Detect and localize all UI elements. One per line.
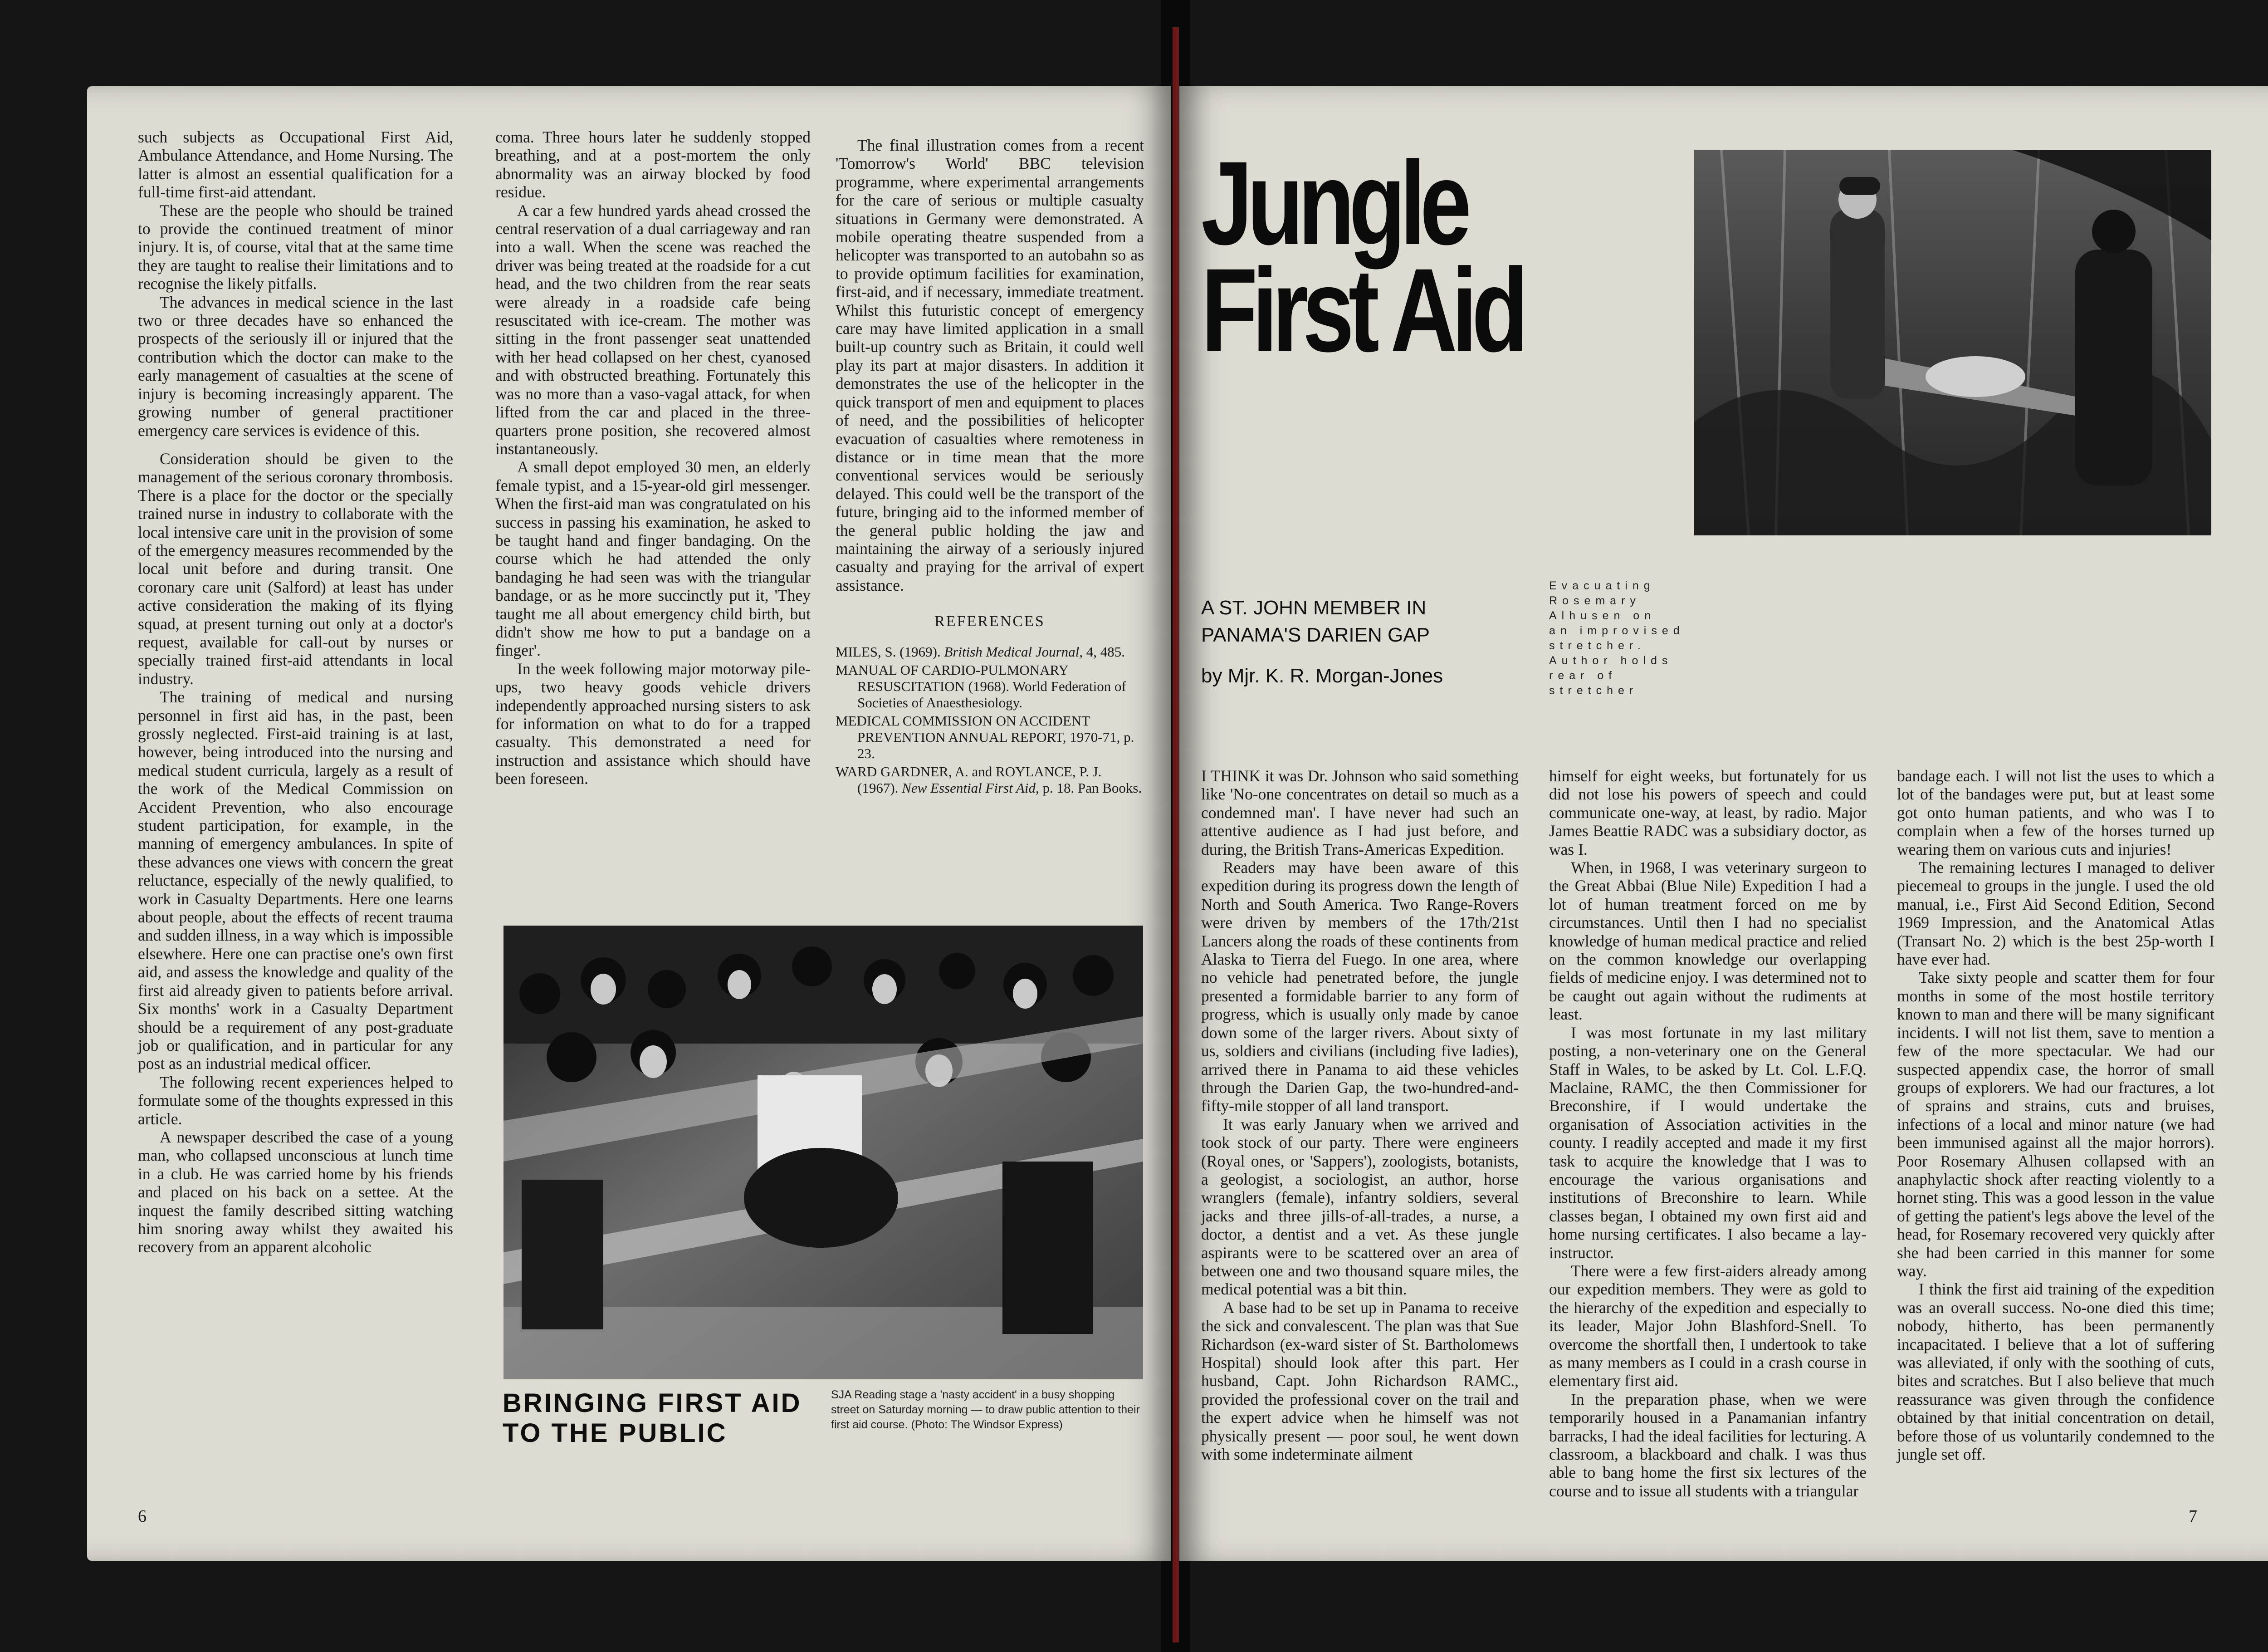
paragraph: In the week following major motorway pile-ups, two heavy goods vehicle drivers independently approached nursing sisters to ask for information on what to do for a trapped casualty. This demonstrated a need for instruction and assistance which should have been foreseen. (495, 659, 811, 788)
references-heading: REFERENCES (934, 613, 1045, 630)
reference-item: MANUAL OF CARDIO-PULMONARY RESUSCITATION (1968). World Federation of Societies of Anaesthesiology. (836, 662, 1126, 711)
page-number: 7 (2189, 1507, 2197, 1526)
paragraph: bandage each. I will not list the uses to which a lot of the bandages were put, but at least some got onto human patients, and who was I to complain when a few of the horses turned up wearing them on various cuts and injuries! (1897, 767, 2214, 858)
paragraph: himself for eight weeks, but fortunately for us did not lose his powers of speech and could communicate one-way, at least, by radio. Major James Beattie RADC was a subsidiary doctor, as was I. (1549, 767, 1867, 858)
street-accident-photo (503, 926, 1143, 1379)
paragraph: In the preparation phase, when we were temporarily housed in a Panamanian infantry barracks, I had the ideal facilities for lecturing. A classroom, a blackboard and chalk. I was thus able to bang home the first six lectures of the course and to issue all students with a triangular (1549, 1390, 1867, 1500)
reference-item: MEDICAL COMMISSION ON ACCIDENT PREVENTION ANNUAL REPORT, 1970-71, p. 23. (836, 712, 1134, 761)
paragraph: A car a few hundred yards ahead crossed the central reservation of a dual carriageway and ran into a wall. When the scene was reached the driver was being treated at the roadside for a cut head, and the two children from the rear seats were already in a roadside cafe being resuscitated with ice-cream. The mother was sitting in the front passenger seat unattended with her head collapsed on her chest, cyanosed and with obstructed breathing. Fortunately this was no more than a vaso-vagal attack, for when lifted from the car and placed in the three-quarters prone position, she recovered almost instantaneously. (495, 201, 811, 458)
photo-caption: SJA Reading stage a 'nasty accident' in a busy shopping street on Saturday morning — to draw public attention to their first aid course. (Photo: The Windsor Express) (831, 1388, 1140, 1431)
left-column-1 (138, 128, 453, 1256)
paragraph: It was early January when we arrived and took stock of our party. There were engineers (Royal ones, or 'Sappers'), zoologists, botanists, a geologist, a sociologist, an author, horse wranglers (female), infantry soldiers, several jacks and three jills-of-all-trades, a nurse, a doctor, a dentist and a vet. As these jungle aspirants were to be scattered over an area of between one and two thousand square miles, the medical potential was a bit thin. (1201, 1115, 1519, 1299)
paragraph: The following recent experiences helped to formulate some of the thoughts expressed in this article. (138, 1073, 453, 1128)
right-column-1 (1201, 767, 1519, 1463)
paragraph: The final illustration comes from a recent 'Tomorrow's World' BBC television programme, where experimental arrangements for the care of serious or multiple casualty situations in Germany were demonstrated. A mobile operating theatre suspended from a helicopter was transported to an autobahn so as to provide optimum facilities for examination, first-aid, and if necessary, immediate treatment. Whilst this futuristic concept of emergency care may have limited application in a small built-up country such as Britain, it could well play its part at major disasters. In addition it demonstrates the use of the helicopter in the quick transport of men and equipment to places of need, and the possibilities of helicopter evacuation of casualties where remoteness in distance or in time mean that the more conventional services would be seriously delayed. This could well be the transport of the future, bringing aid to the informed member of the general public holding the jaw and maintaining the airway of a seriously injured casualty and praying for the arrival of expert assistance. (836, 136, 1144, 594)
byline: by Mjr. K. R. Morgan-Jones (1201, 665, 1443, 687)
paragraph: A base had to be set up in Panama to receive the sick and convalescent. The plan was that Sue Richardson (ex-ward sister of St. Bartholomews Hospital) should look after this part. Her husband, Capt. John Richardson RAMC., provided the professional cover on the trail and the expert advice when he himself was not physically present — poor soul, he went down with some indeterminate ailment (1201, 1298, 1519, 1464)
binding-edge (1173, 27, 1179, 1642)
article-banner-title: BRINGING FIRST AID TO THE PUBLIC (503, 1388, 802, 1448)
page-number: 6 (138, 1507, 147, 1526)
paragraph: The remaining lectures I managed to deliver piecemeal to groups in the jungle. I used the old manual, i.e., First Aid Second Edition, Second 1969 Impression, and the Anatomical Atlas (Transart No. 2) which is the best 25p-worth I have ever had. (1897, 858, 2214, 969)
paragraph: A small depot employed 30 men, an elderly female typist, and a 15-year-old girl messenger. When the first-aid man was congratulated on his success in passing his examination, he asked to be taught hand and finger bandaging. On the course which he had attended the only bandaging he had seen was with the triangular bandage, or as he more succinctly put it, 'They taught me all about emergency child birth, but didn't show me how to put a bandage on a finger'. (495, 458, 811, 660)
left-column-3 (836, 136, 1144, 798)
reference-item: WARD GARDNER, A. and ROYLANCE, P. J. (1967). New Essential First Aid, p. 18. Pan Books. (836, 763, 1142, 796)
paragraph: A newspaper described the case of a young man, who collapsed unconscious at lunch time in a club. He was carried home by his friends and placed on his back on a settee. At the inquest the family described sitting watching him snoring away whilst they awaited his recovery from an apparent alcoholic (138, 1127, 453, 1256)
paragraph: There were a few first-aiders already among our expedition members. They were as gold to the hierarchy of the expedition and especially to its leader, Major John Blashford-Snell. To overcome the shortfall then, I undertook to take as many members as I could in a crash course in elementary first aid. (1549, 1261, 1867, 1390)
right-column-2 (1549, 767, 1867, 1500)
paragraph: When, in 1968, I was veterinary surgeon to the Great Abbai (Blue Nile) Expedition I had a lot of human treatment forced on me by circumstances. Until then I had no specialist knowledge of human medical practice and relied on the common knowledge our overlapping fields of medicine enjoy. I was determined not to be caught out again without the rudiments at least. (1549, 858, 1867, 1024)
paragraph: Take sixty people and scatter them for four months in some of the most hostile territory known to man and there will be many significant incidents. I will not list them, save to mention a few of the more spectacular. We had our suspected appendix case, the horror of small groups of explorers. We had our fractures, a lot of sprains and strains, cuts and bruises, infections of a local and minor nature (we had been immunised against all the major horrors). Poor Rosemary Alhusen collapsed with an anaphylactic shock after reacting violently to a hornet sting. This was a good lesson in the value of getting the patient's legs above the level of the head, for Rosemary recovered very quickly after she had been carried in this manner for some way. (1897, 968, 2214, 1280)
left-column-2 (495, 128, 811, 788)
paragraph: I was most fortunate in my last military posting, a non-veterinary one on the General Staff in Wales, to be asked by Lt. Col. L.F.Q. Maclaine, RAMC, the then Commissioner for Breconshire, if I would undertake the organisation of Association activities in the county. I readily accepted and made it my first task to acquire the knowledge that I was to encourage the various organisations and institutions of Breconshire to learn. While classes began, I obtained my own first aid and home nursing certificates. I also became a lay-instructor. (1549, 1023, 1867, 1262)
reference-item: MILES, S. (1969). British Medical Journal, 4, 485. (836, 643, 1125, 660)
paragraph: Consideration should be given to the management of the serious coronary thrombosis. There is a place for the doctor or the specially trained nurse in industry to collaborate with the local intensive care unit in the provision of some of the emergency measures recommended by the local unit before and during transit. One coronary care unit (Salford) at least has under active consideration the making of its flying squad, at present turning out only at a doctor's request, available for call-out by nurses or specially trained first-aid attendants in local industry. (138, 449, 453, 688)
jungle-stretcher-photo (1694, 150, 2211, 535)
article-kicker: A ST. JOHN MEMBER IN PANAMA'S DARIEN GAP (1201, 597, 1430, 646)
right-page (1179, 86, 2268, 1561)
headline: Jungle First Aid (1201, 137, 1523, 377)
left-page (87, 86, 1171, 1561)
paragraph: I think the first aid training of the expedition was an overall success. No-one died this time; nobody, hitherto, has been permanently incapacitated. I believe that a lot of suffering was alleviated, if only with the soothing of cuts, bites and scratches. But I also believe that much reassurance was given through the confidence obtained by that initial concentration on detail, before those of us voluntarily condemned to the jungle set off. (1897, 1280, 2214, 1464)
paragraph: The training of medical and nursing personnel in first aid has, in the past, been grossly neglected. First-aid training is at last, however, being introduced into the nursing and medical student curricula, largely as a result of the work of the Medical Commission on Accident Prevention, who also encourage student participation, for example, in the manning of emergency ambulances. In spite of these advances one views with concern the great reluctance, especially of the newly qualified, to work in Casualty Departments. Here one learns about people, about the effects of recent trauma and sudden illness, in a way which is impossible elsewhere. Here one can practise one's own first aid, and assess the knowledge and quality of the first aid already given to patients before arrival. Six months' work in a Casualty Department should be a requirement of any post-graduate job or qualification, and in particular for any post as an industrial medical officer. (138, 688, 453, 1073)
right-column-3 (1897, 767, 2214, 1463)
paragraph: Readers may have been aware of this expedition during its progress down the length of North and South America. Two Range-Rovers were driven by members of the 17th/21st Lancers along the roads of these continents from Alaska to Tierra del Fuego. In one area, where no vehicle had penetrated before, the jungle presented a formidable barrier to any form of progress, which is usually only made by canoe down some of the larger rivers. About sixty of us, soldiers and civilians (including five ladies), arrived there in Panama to aid these vehicles through the Darien Gap, the two-hundred-and-fifty-mile stopper of all land transport. (1201, 858, 1519, 1115)
paragraph: These are the people who should be trained to provide the continued treatment of minor injury. It is, of course, vital that at the same time they are taught to realise their limitations and to recognise the likely pitfalls. (138, 201, 453, 293)
jungle-photo-caption: Evacuating Rosemary Alhusen on an improvised stretcher. Author holds rear of stretcher (1549, 579, 1685, 697)
paragraph: such subjects as Occupational First Aid, Ambulance Attendance, and Home Nursing. The latter is almost an essential qualification for a full-time first-aid attendant. (138, 128, 453, 201)
paragraph: The advances in medical science in the last two or three decades have so enhanced the prospects of the seriously ill or injured that the contribution which the doctor can make to the early management of casualties at the scene of injury is becoming increasingly apparent. The growing number of general practitioner emergency care services is evidence of this. (138, 293, 453, 440)
paragraph: coma. Three hours later he suddenly stopped breathing, and at a post-mortem the only abnormality was an airway blocked by food residue. (495, 128, 811, 201)
paragraph: I THINK it was Dr. Johnson who said something like 'No-one concentrates on detail so much as a condemned man'. I have never had such an attentive audience as I had just before, and during, the British Trans-Americas Expedition. (1201, 767, 1519, 858)
